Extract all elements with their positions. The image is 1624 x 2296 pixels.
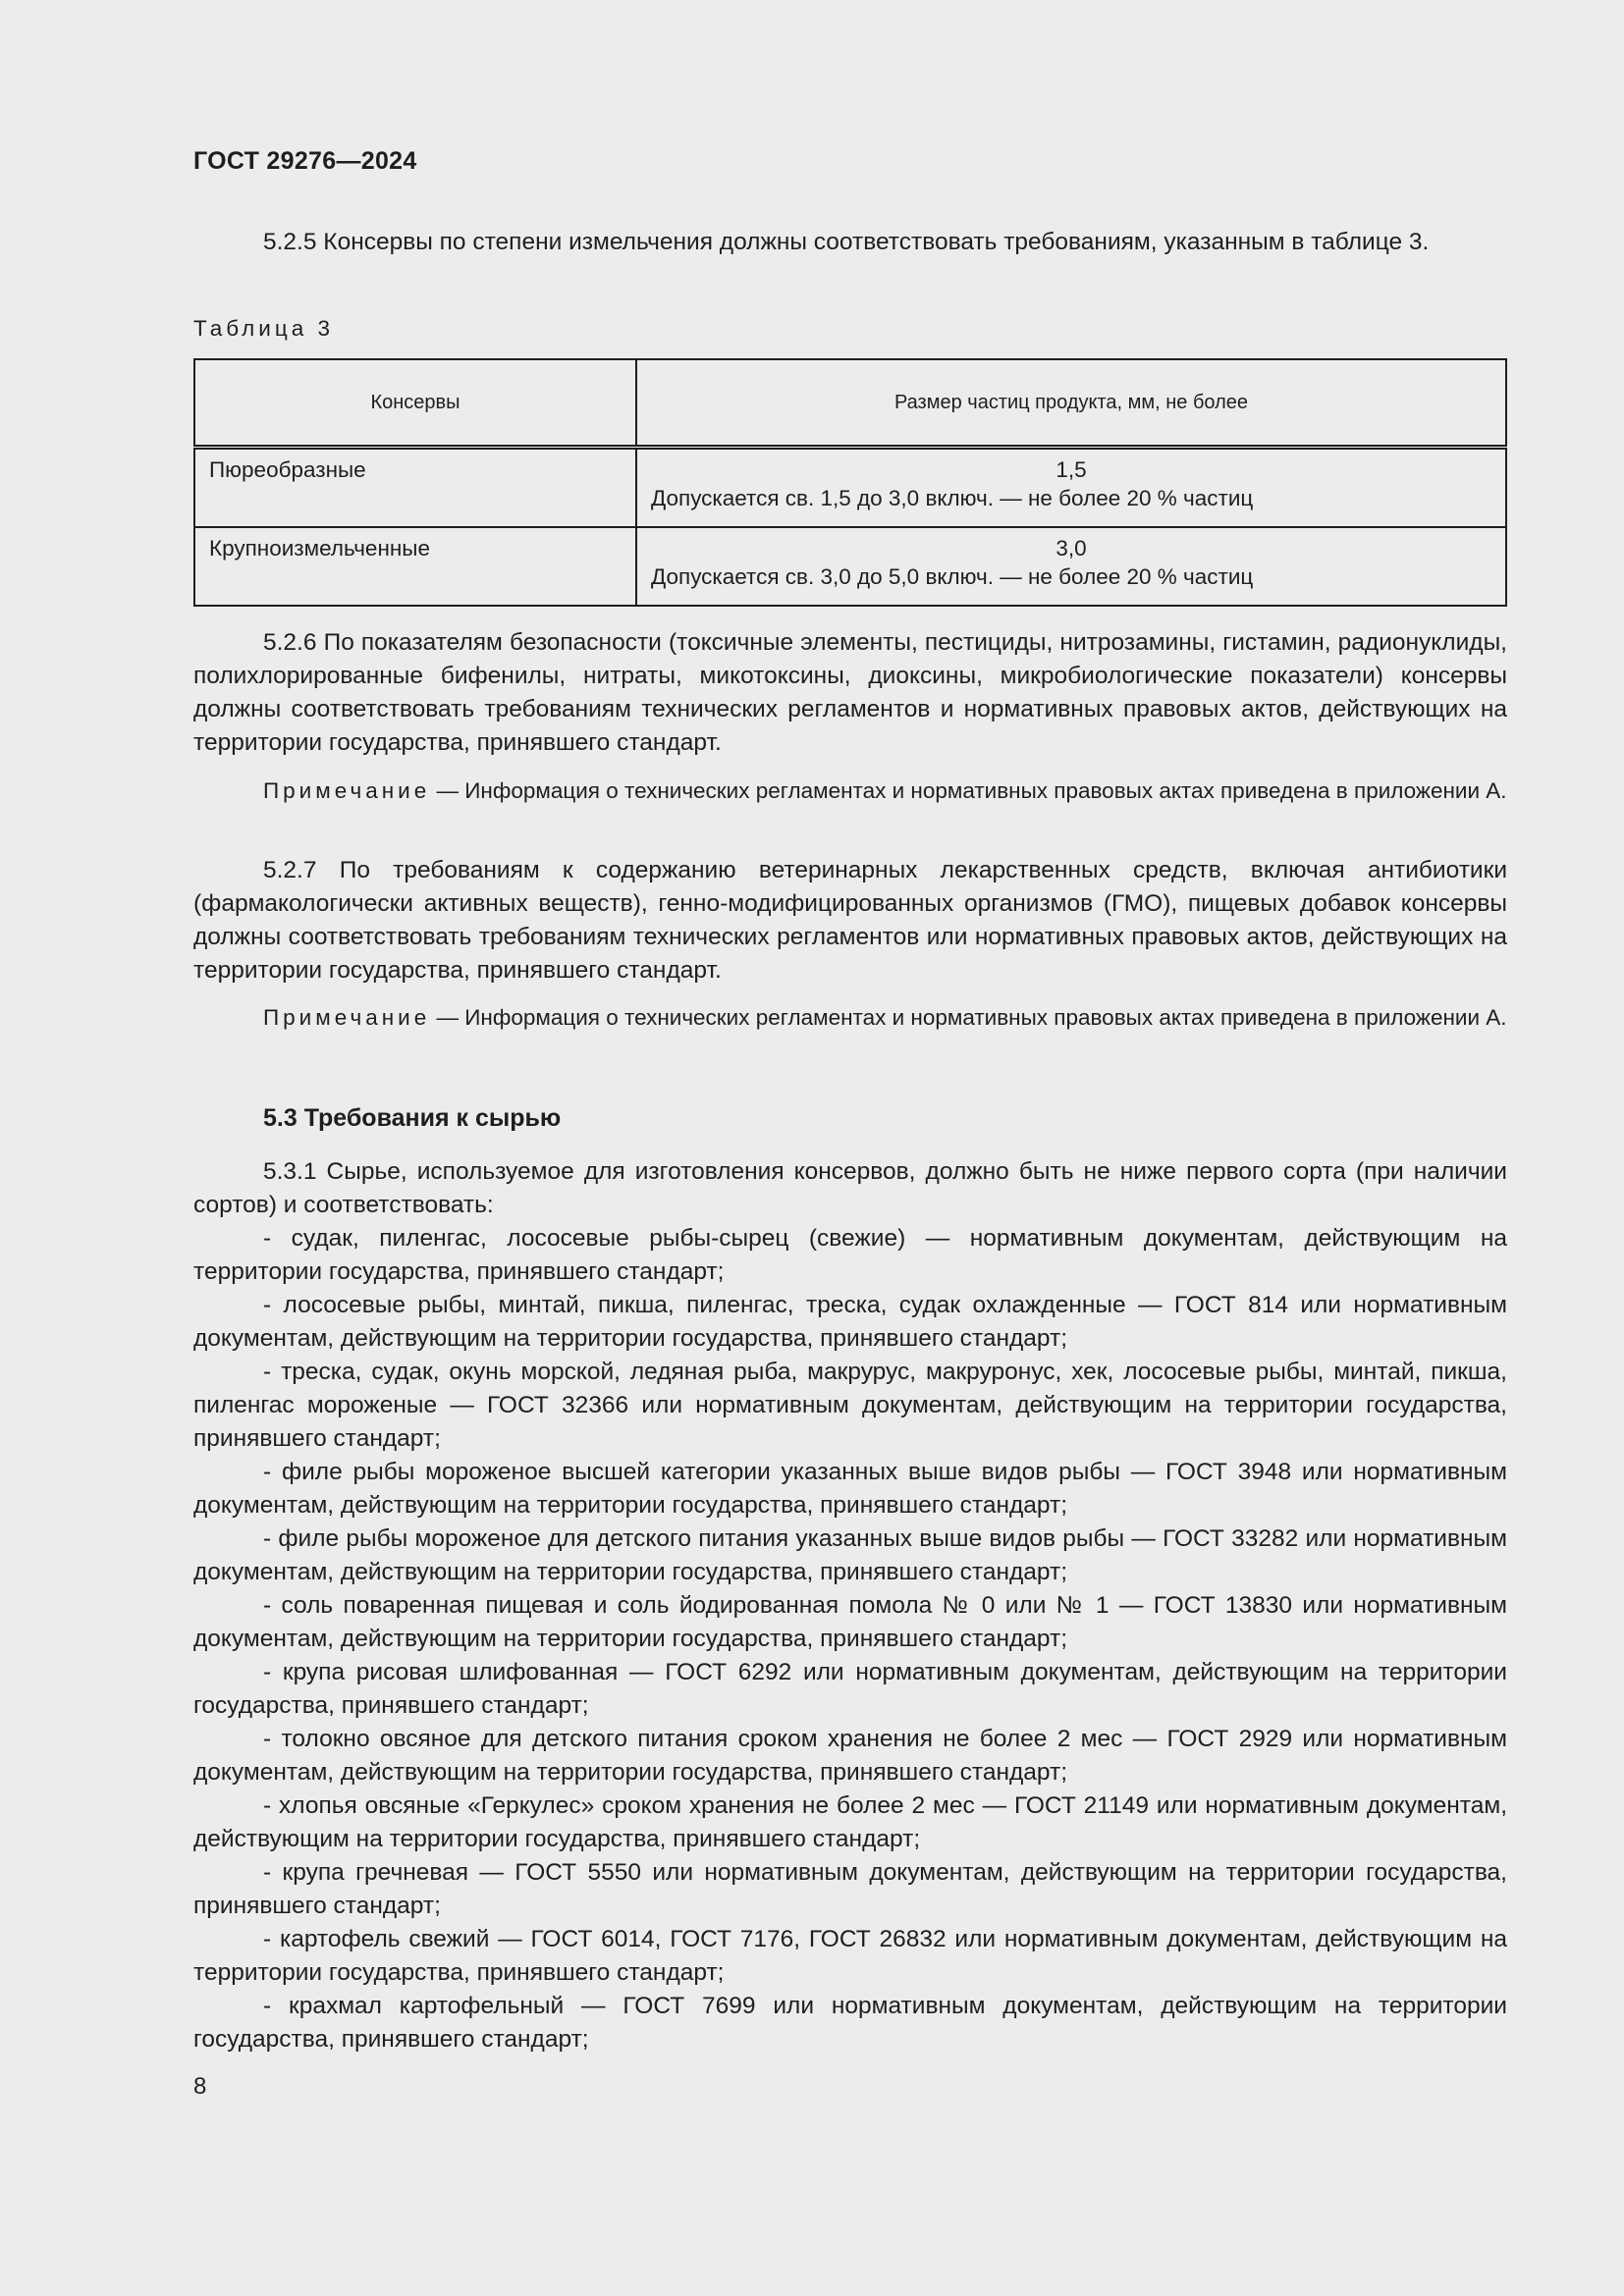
page-number: 8	[193, 2073, 207, 2100]
list-item: - судак, пиленгас, лососевые рыбы-сырец (свежие) — нормативным документам, действующим на территории государства, принявшего стандарт;	[193, 1225, 1507, 1285]
list-item: - крупа гречневая — ГОСТ 5550 или нормативным документам, действующим на территории государства, принявшего стандарт;	[193, 1859, 1507, 1919]
note-text: — Информация о технических регламентах и нормативных правовых актах приведена в приложении А.	[430, 778, 1507, 803]
note-label: Примечание	[263, 778, 431, 803]
list-item: - толокно овсяное для детского питания сроком хранения не более 2 мес — ГОСТ 2929 или нормативным документам, действующим на территории государства, принявшего стандарт;	[193, 1726, 1507, 1786]
table-row	[194, 448, 1506, 528]
table-header-cell: Консервы	[194, 359, 636, 448]
paragraph-5-3-1: 5.3.1 Сырье, используемое для изготовления консервов, должно быть не ниже первого сорта (при наличии сортов) и соответствовать:	[193, 1158, 1507, 1218]
table-caption: Таблица 3	[193, 316, 334, 341]
size-note: Допускается св. 1,5 до 3,0 включ. — не более 20 % частиц	[651, 486, 1254, 510]
list-item: - картофель свежий — ГОСТ 6014, ГОСТ 7176, ГОСТ 26832 или нормативным документам, действующим на территории государства, принявшего стандарт;	[193, 1926, 1507, 1986]
table-cell-product: Крупноизмельченные	[194, 527, 636, 606]
size-value: 1,5	[1056, 457, 1087, 482]
paragraph-5-2-7: 5.2.7 По требованиям к содержанию ветеринарных лекарственных средств, включая антибиотики (фармакологически активных веществ), генно-модифицированных организмов (ГМО), пищевых добавок консервы должны соответствовать требованиям технических регламентов или нормативных правовых актов, действующих на территории государства, принявшего стандарт.	[193, 857, 1507, 984]
section-heading-5-3: 5.3 Требования к сырью	[263, 1104, 562, 1132]
list-item: - лососевые рыбы, минтай, пикша, пиленгас, треска, судак охлажденные — ГОСТ 814 или нормативным документам, действующим на территории государства, принявшего стандарт;	[193, 1292, 1507, 1352]
note-1	[193, 775, 1507, 807]
table-header-cell: Размер частиц продукта, мм, не более	[636, 359, 1506, 448]
list-item: - соль поваренная пищевая и соль йодированная помола № 0 или № 1 — ГОСТ 13830 или нормативным документам, действующим на территории государства, принявшего стандарт;	[193, 1592, 1507, 1652]
list-item: - крупа рисовая шлифованная — ГОСТ 6292 или нормативным документам, действующим на территории государства, принявшего стандарт;	[193, 1659, 1507, 1719]
list-item: - крахмал картофельный — ГОСТ 7699 или нормативным документам, действующим на территории государства, принявшего стандарт;	[193, 1993, 1507, 2053]
size-note: Допускается св. 3,0 до 5,0 включ. — не более 20 % частиц	[651, 564, 1254, 589]
table-cell-size	[636, 527, 1506, 606]
paragraph-5-2-6: 5.2.6 По показателям безопасности (токсичные элементы, пестициды, нитрозамины, гистамин, радионуклиды, полихлорированные бифенилы, нитраты, микотоксины, диоксины, микробиологические показатели) консервы должны соответствовать требованиям технических регламентов и нормативных правовых актов, действующих на территории государства, принявшего стандарт.	[193, 629, 1507, 756]
list-item: - филе рыбы мороженое для детского питания указанных выше видов рыбы — ГОСТ 33282 или нормативным документам, действующим на территории государства, принявшего стандарт;	[193, 1525, 1507, 1585]
note-label: Примечание	[263, 1005, 431, 1030]
list-item: - треска, судак, окунь морской, ледяная рыба, макрурус, макруронус, хек, лососевые рыбы, минтай, пикша, пиленгас мороженые — ГОСТ 32366 или нормативным документам, действующим на территории государства, принявшего стандарт;	[193, 1359, 1507, 1452]
raw-materials-block	[193, 1155, 1507, 2056]
table-cell-product: Пюреобразные	[194, 448, 636, 528]
document-code: ГОСТ 29276—2024	[193, 147, 417, 175]
table-3	[193, 358, 1507, 607]
table-cell-size	[636, 448, 1506, 528]
note-text: — Информация о технических регламентах и нормативных правовых актах приведена в приложении А.	[430, 1005, 1507, 1030]
list-item: - хлопья овсяные «Геркулес» сроком хранения не более 2 мес — ГОСТ 21149 или нормативным документам, действующим на территории государства, принявшего стандарт;	[193, 1792, 1507, 1852]
note-2	[193, 1002, 1507, 1034]
list-item: - филе рыбы мороженое высшей категории указанных выше видов рыбы — ГОСТ 3948 или нормативным документам, действующим на территории государства, принявшего стандарт;	[193, 1459, 1507, 1519]
table-row	[194, 527, 1506, 606]
table-header-row	[194, 359, 1506, 448]
paragraph-5-2-5: 5.2.5 Консервы по степени измельчения должны соответствовать требованиям, указанным в таблице 3.	[263, 229, 1430, 255]
size-value: 3,0	[1056, 536, 1087, 561]
